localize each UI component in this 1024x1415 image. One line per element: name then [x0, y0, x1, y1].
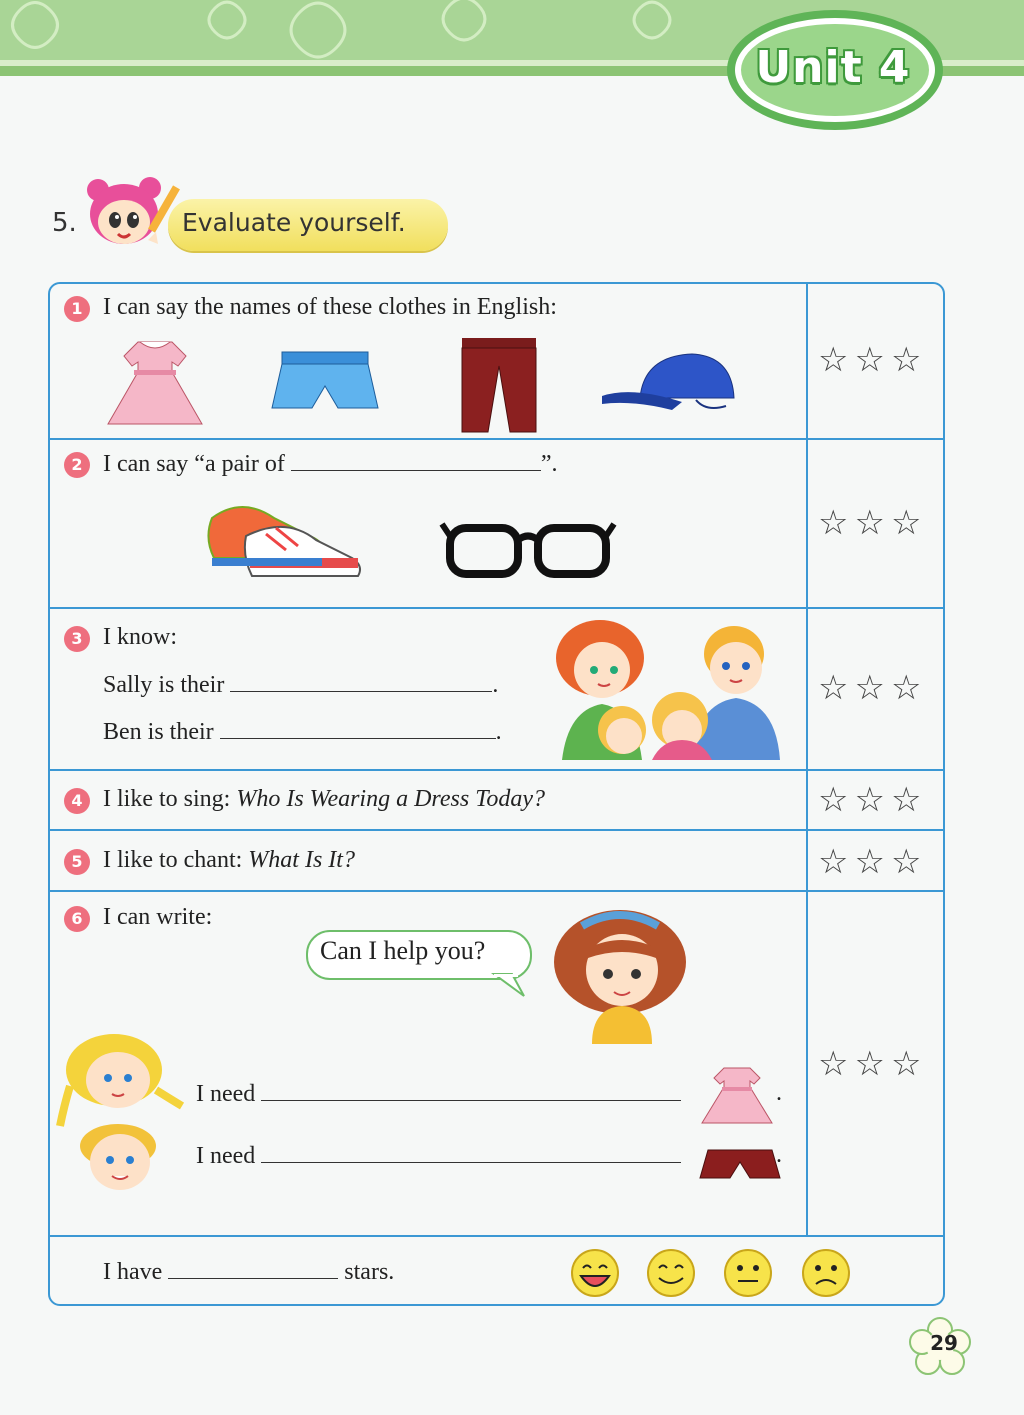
- row-4-label: I like to sing:: [103, 786, 231, 812]
- sneakers-icon: [206, 494, 362, 592]
- section-number: 5.: [52, 208, 77, 238]
- row-2-stars[interactable]: ☆☆☆: [818, 503, 928, 543]
- laughing-face-icon[interactable]: [569, 1248, 621, 1298]
- dress-icon: [100, 336, 210, 432]
- row-4-song-title: Who Is Wearing a Dress Today?: [236, 786, 546, 812]
- row-3-line-3: Ben is their .: [103, 719, 502, 745]
- row-divider-1: [48, 438, 945, 440]
- speech-bubble-tail: [492, 974, 532, 998]
- need-blank-1[interactable]: [261, 1080, 681, 1101]
- need-line-2: [196, 1142, 681, 1170]
- footer-text: [103, 1258, 394, 1286]
- blonde-boy-icon: [74, 1122, 164, 1194]
- glasses-icon: [440, 518, 616, 578]
- row-5-text: [103, 847, 355, 874]
- neutral-face-icon[interactable]: [722, 1248, 774, 1298]
- shop-assistant-girl-icon: [548, 904, 696, 1044]
- cap-icon: [600, 352, 740, 432]
- smiling-face-icon[interactable]: [645, 1248, 697, 1298]
- mascot-girl-icon: [78, 174, 190, 260]
- blonde-girl-icon: [56, 1030, 186, 1130]
- need-label-2: I need: [196, 1143, 256, 1169]
- row-6-text: I can write:: [103, 904, 213, 930]
- row-2-text-after: ”.: [540, 451, 558, 477]
- footer-i-have: I have: [103, 1259, 163, 1285]
- row-3-line-3-text: Ben is their: [103, 719, 214, 745]
- row-2-text-before: I can say “a pair of: [103, 451, 285, 477]
- row-1-text: I can say the names of these clothes in English:: [103, 294, 557, 320]
- need-period-1: .: [776, 1080, 782, 1106]
- row-3-stars[interactable]: ☆☆☆: [818, 668, 928, 708]
- row-divider-6: [48, 1235, 945, 1237]
- row-2-text: [103, 450, 558, 478]
- need-label-1: I need: [196, 1081, 256, 1107]
- small-dress-icon: [700, 1066, 774, 1126]
- family-icon: [552, 618, 792, 760]
- stars-count-blank[interactable]: [168, 1258, 338, 1279]
- row-divider-5: [48, 890, 945, 892]
- row-2-number: 2: [64, 452, 90, 478]
- row-6-number: 6: [64, 906, 90, 932]
- row-5-stars[interactable]: ☆☆☆: [818, 842, 928, 882]
- row-1-number: 1: [64, 296, 90, 322]
- row-6-stars[interactable]: ☆☆☆: [818, 1044, 928, 1084]
- row-3-blank-1[interactable]: [230, 671, 492, 692]
- sad-face-icon[interactable]: [800, 1248, 852, 1298]
- need-period-2: .: [776, 1142, 782, 1168]
- row-3-line-2: Sally is their .: [103, 672, 499, 698]
- unit-label: Unit 4: [755, 42, 911, 93]
- section-title: Evaluate yourself.: [182, 208, 406, 237]
- row-divider-4: [48, 829, 945, 831]
- row-5-chant-title: What Is It?: [248, 847, 355, 873]
- shorts-icon: [270, 350, 380, 416]
- footer-stars-word: stars.: [344, 1259, 395, 1285]
- row-divider-3: [48, 769, 945, 771]
- row-3-line-1: I know:: [103, 624, 177, 650]
- page-number: 29: [930, 1331, 958, 1355]
- row-4-number: 4: [64, 788, 90, 814]
- row-3-blank-2[interactable]: [220, 718, 496, 739]
- row-4-stars[interactable]: ☆☆☆: [818, 780, 928, 820]
- stars-column-divider: [806, 282, 808, 1237]
- row-2-blank[interactable]: [291, 450, 541, 471]
- row-5-label: I like to chant:: [103, 847, 243, 873]
- trousers-icon: [458, 336, 540, 434]
- need-line-1: [196, 1080, 681, 1108]
- row-3-line-2-text: Sally is their: [103, 672, 225, 698]
- row-4-text: [103, 786, 545, 813]
- small-trousers-icon: [700, 1146, 782, 1182]
- row-3-number: 3: [64, 626, 90, 652]
- row-divider-2: [48, 607, 945, 609]
- row-1-stars[interactable]: ☆☆☆: [818, 340, 928, 380]
- need-blank-2[interactable]: [261, 1142, 681, 1163]
- speech-bubble-text: Can I help you?: [320, 936, 486, 965]
- row-5-number: 5: [64, 849, 90, 875]
